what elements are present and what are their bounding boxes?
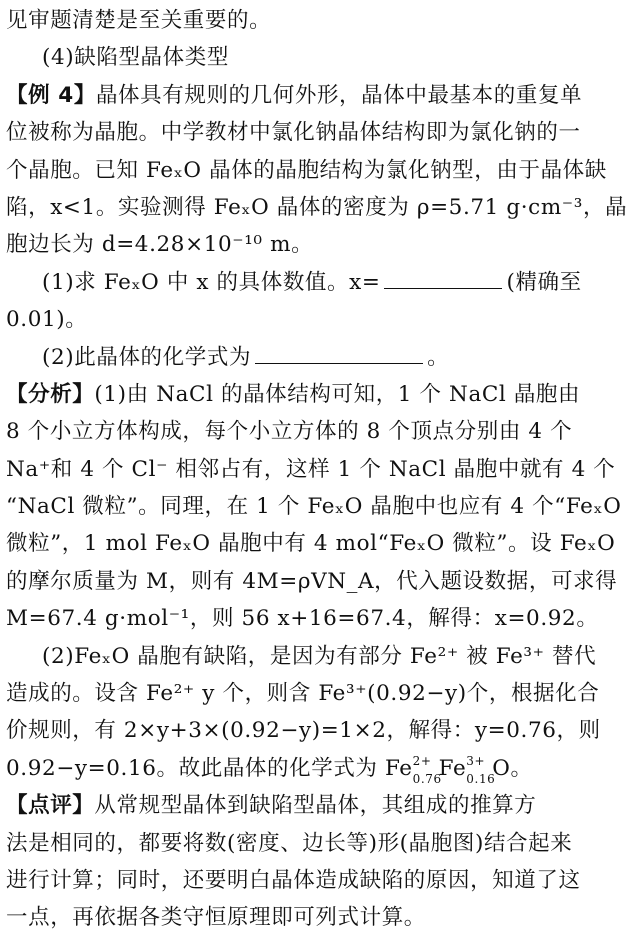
example-tag: 【例 4】 [6, 82, 96, 108]
ion-charge-index-2: 3+ 0.16 [466, 753, 496, 786]
text-span: 。 [427, 344, 450, 370]
text-line: 的摩尔质量为 M，则有 4M=ρVN_A，代入题设数据，可求得 [6, 568, 618, 594]
text-line: 8 个小立方体构成，每个小立方体的 8 个顶点分别由 4 个 [6, 419, 573, 445]
answer-blank-2[interactable] [255, 341, 423, 364]
text-line: 胞边长为 d=4.28×10⁻¹⁰ m。 [6, 232, 314, 258]
analysis-tag: 【分析】 [6, 381, 95, 407]
text-line: 个晶胞。已知 FeₓO 晶体的晶胞结构为氯化钠型，由于晶体缺 [6, 157, 607, 183]
ion-charge-index-1: 2+ 0.76 [412, 753, 442, 786]
text-span: (2)此晶体的化学式为 [42, 344, 252, 370]
question-2-line [6, 339, 626, 376]
text-span: 0.92−y=0.16。故此晶体的化学式为 Fe [6, 755, 413, 781]
text-span: Fe [438, 755, 467, 781]
text-line: M=67.4 g·mol⁻¹，则 56 x+16=67.4，解得：x=0.92。 [6, 606, 599, 632]
text-line: 位被称为晶胞。中学教材中氯化钠晶体结构即为氯化钠的一 [6, 120, 581, 146]
text-line: 0.01)。 [6, 307, 88, 333]
formula-line [6, 750, 626, 787]
text-line: 法是相同的，都要将数(密度、边长等)形(晶胞图)结合起来 [6, 830, 573, 856]
text-line: 一点，再依据各类守恒原理即可列式计算。 [6, 905, 426, 931]
text-span: 晶体具有规则的几何外形，晶体中最基本的重复单 [95, 82, 583, 108]
text-line: 陷，x<1。实验测得 FeₓO 晶体的密度为 ρ=5.71 g·cm⁻³，晶 [6, 194, 628, 220]
example-line [6, 77, 626, 114]
text-span: 从常规型晶体到缺陷型晶体，其组成的推算方 [94, 793, 537, 819]
text-line: 进行计算；同时，还要明白晶体造成缺陷的原因，知道了这 [6, 867, 581, 893]
text-line: (2)FeₓO 晶胞有缺陷，是因为有部分 Fe²⁺ 被 Fe³⁺ 替代 [42, 643, 597, 669]
text-span: (1)由 NaCl 的晶体结构可知，1 个 NaCl 晶胞由 [94, 381, 581, 407]
analysis-line [6, 376, 626, 413]
comment-line [6, 787, 626, 824]
text-line: Na⁺和 4 个 Cl⁻ 相邻占有，这样 1 个 NaCl 晶胞中就有 4 个 [6, 456, 616, 482]
text-span: (1)求 FeₓO 中 x 的具体数值。x= [42, 269, 381, 295]
answer-blank-1[interactable] [384, 266, 502, 289]
text-line: 见审题清楚是至关重要的。 [6, 8, 272, 33]
comment-tag: 【点评】 [6, 793, 95, 819]
text-line: 造成的。设含 Fe²⁺ y 个，则含 Fe³⁺(0.92−y)个，根据化合 [6, 681, 600, 707]
text-line: 微粒”，1 mol FeₓO 晶胞中有 4 mol“FeₓO 微粒”。设 FeₓO [6, 531, 616, 557]
text-line: 价规则，有 2×y+3×(0.92−y)=1×2，解得：y=0.76，则 [6, 718, 601, 744]
text-line: “NaCl 微粒”。同理，在 1 个 FeₓO 晶胞中也应有 4 个“FeₓO [6, 494, 622, 520]
question-1-line [6, 264, 626, 301]
section-heading: (4)缺陷型晶体类型 [42, 45, 229, 71]
text-span: O。 [492, 755, 533, 781]
text-span: (精确至 [506, 269, 582, 295]
